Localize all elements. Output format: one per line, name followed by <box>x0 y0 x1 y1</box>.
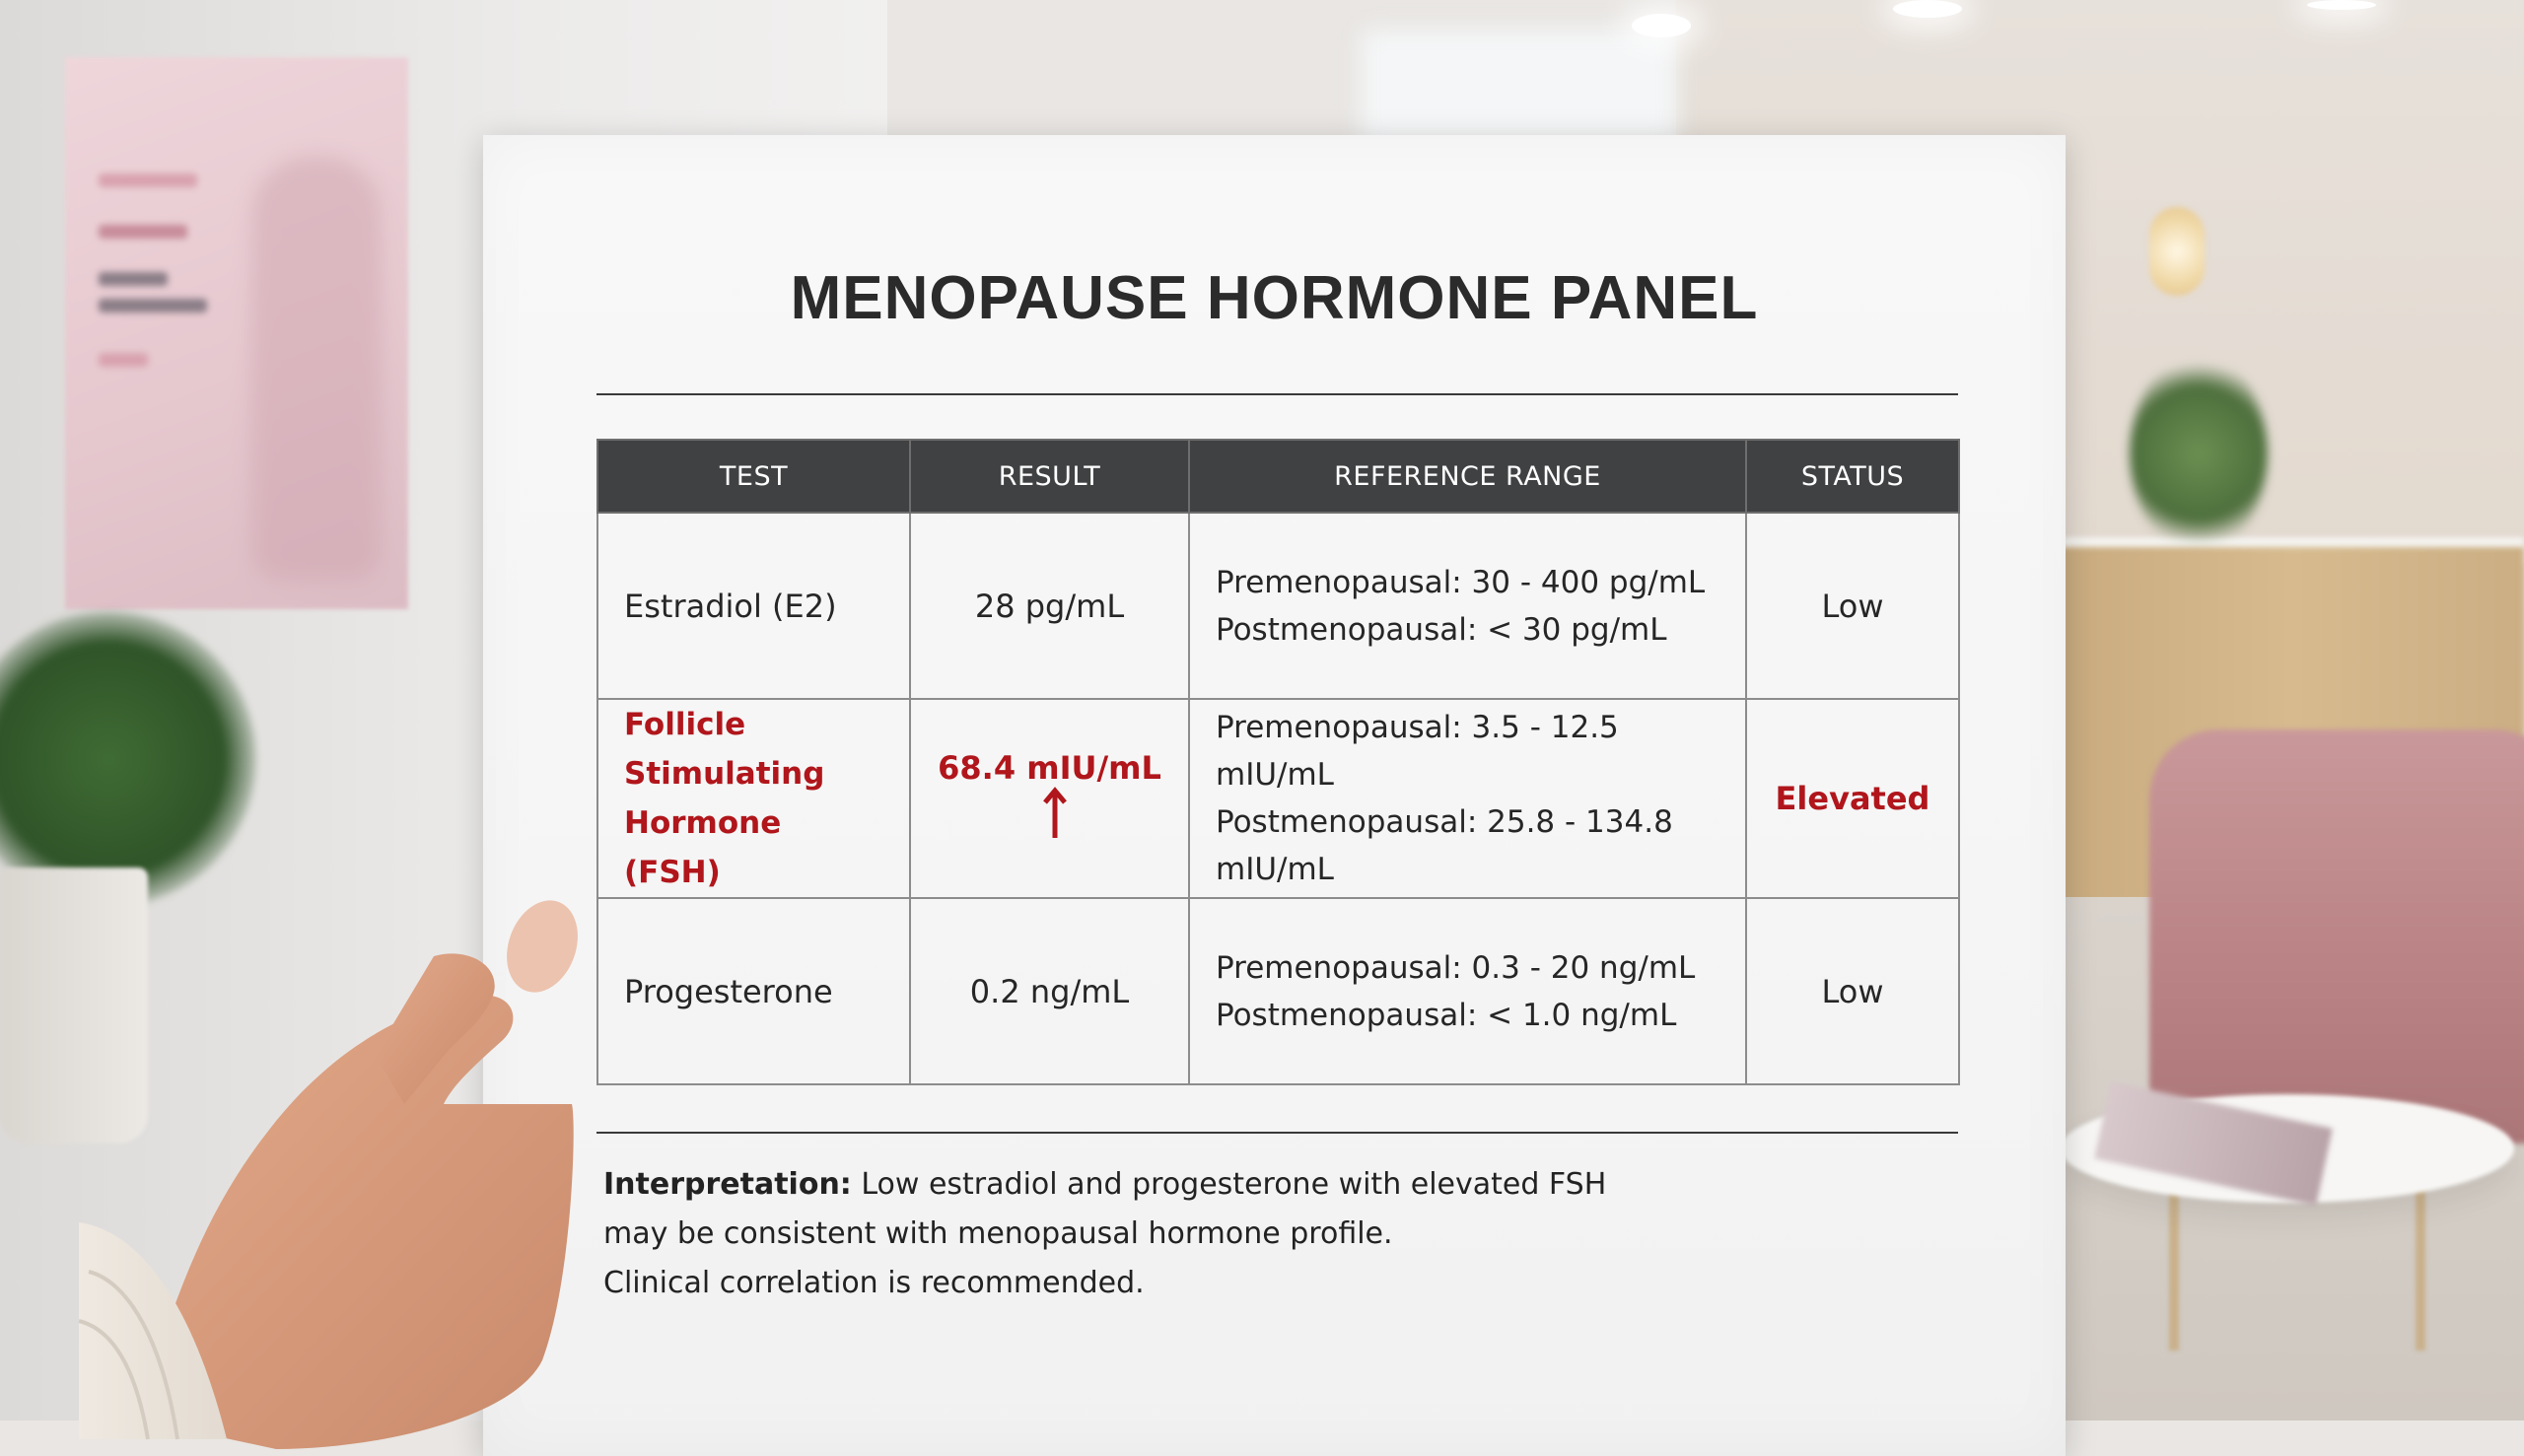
poster-line <box>99 353 148 367</box>
interpretation-line: may be consistent with menopausal hormone profile. <box>603 1216 1393 1251</box>
armchair <box>2149 729 2524 1144</box>
window <box>1361 30 1676 148</box>
status-value: Low <box>1746 513 1959 699</box>
range-premenopausal: Premenopausal: 0.3 - 20 ng/mL <box>1216 949 1696 986</box>
ceiling-light <box>1632 14 1691 37</box>
hormone-results-table <box>596 439 1960 1085</box>
poster-line <box>99 299 207 312</box>
interpretation-label: Interpretation: <box>603 1167 852 1202</box>
test-name: Progesterone <box>597 898 910 1084</box>
range-premenopausal: Premenopausal: 3.5 - 12.5 mIU/mL <box>1216 710 1619 793</box>
column-header-reference-range: REFERENCE RANGE <box>1189 440 1746 513</box>
status-value: Low <box>1746 898 1959 1084</box>
reference-range <box>1189 513 1746 699</box>
interpretation-block <box>603 1160 1787 1308</box>
range-postmenopausal: Postmenopausal: 25.8 - 134.8 mIU/mL <box>1216 804 1673 887</box>
divider <box>596 1132 1958 1134</box>
reference-range <box>1189 898 1746 1084</box>
range-premenopausal: Premenopausal: 30 - 400 pg/mL <box>1216 564 1706 600</box>
wall-poster <box>65 57 408 609</box>
flower-vase <box>2130 355 2268 552</box>
hand-holding-paper <box>79 808 592 1439</box>
reference-range <box>1189 699 1746 898</box>
test-name <box>597 699 910 898</box>
table-leg <box>2416 1173 2425 1351</box>
poster-line <box>99 225 187 239</box>
arrow-up-icon <box>1043 787 1067 848</box>
poster-line <box>99 173 197 187</box>
poster-figure <box>252 156 381 580</box>
ceiling-light <box>1893 0 1962 18</box>
interpretation-line: Clinical correlation is recommended. <box>603 1266 1145 1300</box>
column-header-test: TEST <box>597 440 910 513</box>
interpretation-line <box>603 1160 1787 1210</box>
table-header-row <box>597 440 1959 513</box>
divider <box>596 393 1958 395</box>
test-name-line: Hormone (FSH) <box>624 805 782 890</box>
range-postmenopausal: Postmenopausal: < 1.0 ng/mL <box>1216 997 1677 1033</box>
report-title: MENOPAUSE HORMONE PANEL <box>790 264 1759 332</box>
result-cell <box>910 699 1189 898</box>
range-postmenopausal: Postmenopausal: < 30 pg/mL <box>1216 611 1667 648</box>
poster-line <box>99 272 168 286</box>
status-value: Elevated <box>1746 699 1959 898</box>
interpretation-text: Low estradiol and progesterone with elevated FSH <box>861 1167 1607 1202</box>
table-row-progesterone <box>597 898 1959 1084</box>
test-name-line: Follicle Stimulating <box>624 707 825 792</box>
table-leg <box>2169 1173 2179 1351</box>
result-value: 28 pg/mL <box>910 513 1189 699</box>
table-row-estradiol <box>597 513 1959 699</box>
column-header-status: STATUS <box>1746 440 1959 513</box>
ceiling-light <box>2307 0 2376 10</box>
result-value: 0.2 ng/mL <box>910 898 1189 1084</box>
column-header-result: RESULT <box>910 440 1189 513</box>
wall-lamp <box>2149 207 2205 296</box>
test-name: Estradiol (E2) <box>597 513 910 699</box>
result-value: 68.4 mIU/mL <box>938 749 1161 787</box>
table-row-fsh <box>597 699 1959 898</box>
lab-report-paper <box>483 135 2066 1456</box>
